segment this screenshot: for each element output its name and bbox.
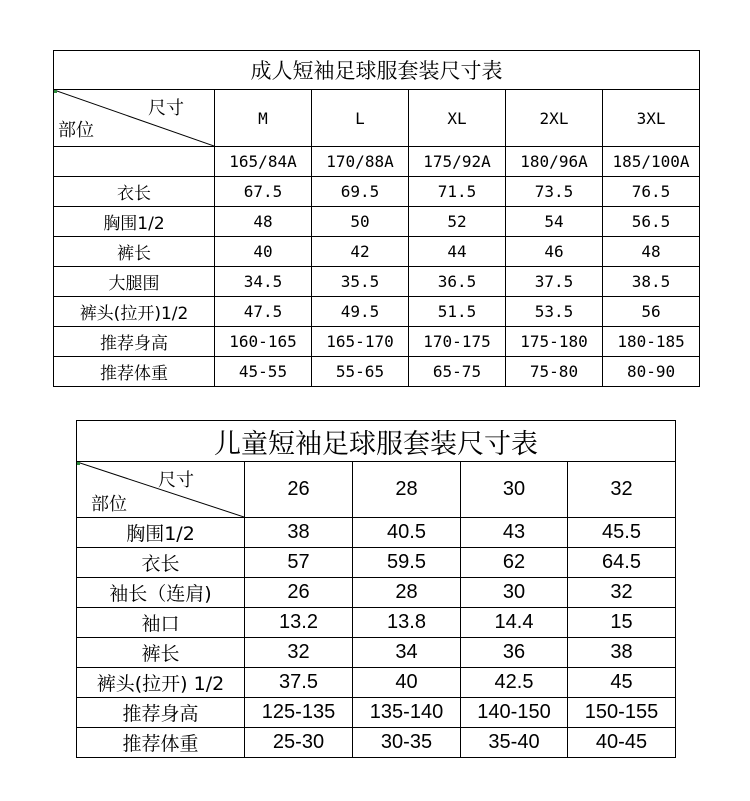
table-row [54, 267, 700, 297]
child-size-header-row [77, 462, 676, 518]
table-row [77, 548, 676, 578]
table-row [77, 668, 676, 698]
value-cell: 30-35 [353, 728, 461, 758]
value-cell: 32 [245, 638, 353, 668]
value-cell: 48 [215, 207, 312, 237]
cell-marker [54, 90, 58, 94]
row-label: 袖口 [77, 608, 245, 638]
adult-table-title: 成人短袖足球服套装尺寸表 [54, 51, 700, 90]
table-row [77, 698, 676, 728]
cell-marker [77, 462, 81, 466]
value-cell: 140-150 [461, 698, 568, 728]
row-label: 衣长 [54, 177, 215, 207]
child-size-table [76, 420, 676, 758]
size-header: M [215, 90, 312, 147]
row-label: 推荐体重 [77, 728, 245, 758]
value-cell: 28 [353, 578, 461, 608]
size-header: 3XL [603, 90, 700, 147]
value-cell: 53.5 [506, 297, 603, 327]
value-cell: 165-170 [312, 327, 409, 357]
value-cell: 40.5 [353, 518, 461, 548]
value-cell: 180-185 [603, 327, 700, 357]
value-cell: 37.5 [506, 267, 603, 297]
row-label: 推荐身高 [54, 327, 215, 357]
value-cell: 69.5 [312, 177, 409, 207]
value-cell: 40 [353, 668, 461, 698]
value-cell: 42.5 [461, 668, 568, 698]
value-cell: 170-175 [409, 327, 506, 357]
value-cell: 67.5 [215, 177, 312, 207]
value-cell: 38 [568, 638, 676, 668]
size-header: 28 [353, 462, 461, 518]
value-cell: 40 [215, 237, 312, 267]
value-cell: 45-55 [215, 357, 312, 387]
row-label: 袖长（连肩) [77, 578, 245, 608]
standard-label-cell [54, 147, 215, 177]
value-cell: 36.5 [409, 267, 506, 297]
table-row [77, 638, 676, 668]
value-cell: 38 [245, 518, 353, 548]
value-cell: 160-165 [215, 327, 312, 357]
value-cell: 62 [461, 548, 568, 578]
table-row [54, 207, 700, 237]
row-label: 裤头(拉开) 1/2 [77, 668, 245, 698]
value-cell: 125-135 [245, 698, 353, 728]
row-label: 衣长 [77, 548, 245, 578]
row-label: 大腿围 [54, 267, 215, 297]
child-table-title: 儿童短袖足球服套装尺寸表 [77, 421, 676, 462]
value-cell: 34.5 [215, 267, 312, 297]
value-cell: 40-45 [568, 728, 676, 758]
value-cell: 71.5 [409, 177, 506, 207]
table-row [54, 177, 700, 207]
value-cell: 13.2 [245, 608, 353, 638]
size-header: 30 [461, 462, 568, 518]
value-cell: 26 [245, 578, 353, 608]
value-cell: 44 [409, 237, 506, 267]
value-cell: 50 [312, 207, 409, 237]
adult-standard-row [54, 147, 700, 177]
child-title-row [77, 421, 676, 462]
standard-size-cell: 175/92A [409, 147, 506, 177]
value-cell: 43 [461, 518, 568, 548]
table-row [77, 578, 676, 608]
standard-size-cell: 165/84A [215, 147, 312, 177]
adult-corner-cell [54, 90, 215, 147]
value-cell: 59.5 [353, 548, 461, 578]
size-header: 2XL [506, 90, 603, 147]
size-header: 32 [568, 462, 676, 518]
value-cell: 37.5 [245, 668, 353, 698]
table-row [54, 297, 700, 327]
value-cell: 150-155 [568, 698, 676, 728]
table-row [54, 357, 700, 387]
row-label: 推荐体重 [54, 357, 215, 387]
value-cell: 13.8 [353, 608, 461, 638]
table-row [54, 237, 700, 267]
corner-size-label: 尺寸 [148, 98, 184, 119]
value-cell: 56.5 [603, 207, 700, 237]
size-header: L [312, 90, 409, 147]
size-header: XL [409, 90, 506, 147]
value-cell: 55-65 [312, 357, 409, 387]
row-label: 裤长 [77, 638, 245, 668]
standard-size-cell: 185/100A [603, 147, 700, 177]
row-label: 胸围1/2 [54, 207, 215, 237]
value-cell: 65-75 [409, 357, 506, 387]
value-cell: 76.5 [603, 177, 700, 207]
row-label: 胸围1/2 [77, 518, 245, 548]
adult-size-header-row [54, 90, 700, 147]
value-cell: 48 [603, 237, 700, 267]
value-cell: 51.5 [409, 297, 506, 327]
table-row [77, 608, 676, 638]
row-label: 裤头(拉开)1/2 [54, 297, 215, 327]
value-cell: 38.5 [603, 267, 700, 297]
adult-title-row [54, 51, 700, 90]
value-cell: 34 [353, 638, 461, 668]
value-cell: 42 [312, 237, 409, 267]
value-cell: 30 [461, 578, 568, 608]
value-cell: 14.4 [461, 608, 568, 638]
value-cell: 52 [409, 207, 506, 237]
value-cell: 64.5 [568, 548, 676, 578]
child-corner-cell [77, 462, 245, 518]
value-cell: 175-180 [506, 327, 603, 357]
value-cell: 75-80 [506, 357, 603, 387]
value-cell: 73.5 [506, 177, 603, 207]
standard-size-cell: 170/88A [312, 147, 409, 177]
table-row [77, 518, 676, 548]
value-cell: 80-90 [603, 357, 700, 387]
value-cell: 57 [245, 548, 353, 578]
value-cell: 46 [506, 237, 603, 267]
corner-part-label: 部位 [58, 120, 94, 141]
value-cell: 36 [461, 638, 568, 668]
value-cell: 47.5 [215, 297, 312, 327]
row-label: 推荐身高 [77, 698, 245, 728]
value-cell: 35-40 [461, 728, 568, 758]
value-cell: 135-140 [353, 698, 461, 728]
standard-size-cell: 180/96A [506, 147, 603, 177]
value-cell: 35.5 [312, 267, 409, 297]
corner-part-label: 部位 [91, 494, 127, 515]
value-cell: 25-30 [245, 728, 353, 758]
value-cell: 15 [568, 608, 676, 638]
row-label: 裤长 [54, 237, 215, 267]
corner-size-label: 尺寸 [158, 470, 194, 491]
value-cell: 54 [506, 207, 603, 237]
value-cell: 49.5 [312, 297, 409, 327]
size-header: 26 [245, 462, 353, 518]
adult-size-table [53, 50, 700, 387]
table-row [77, 728, 676, 758]
value-cell: 45 [568, 668, 676, 698]
value-cell: 56 [603, 297, 700, 327]
table-row [54, 327, 700, 357]
value-cell: 32 [568, 578, 676, 608]
value-cell: 45.5 [568, 518, 676, 548]
